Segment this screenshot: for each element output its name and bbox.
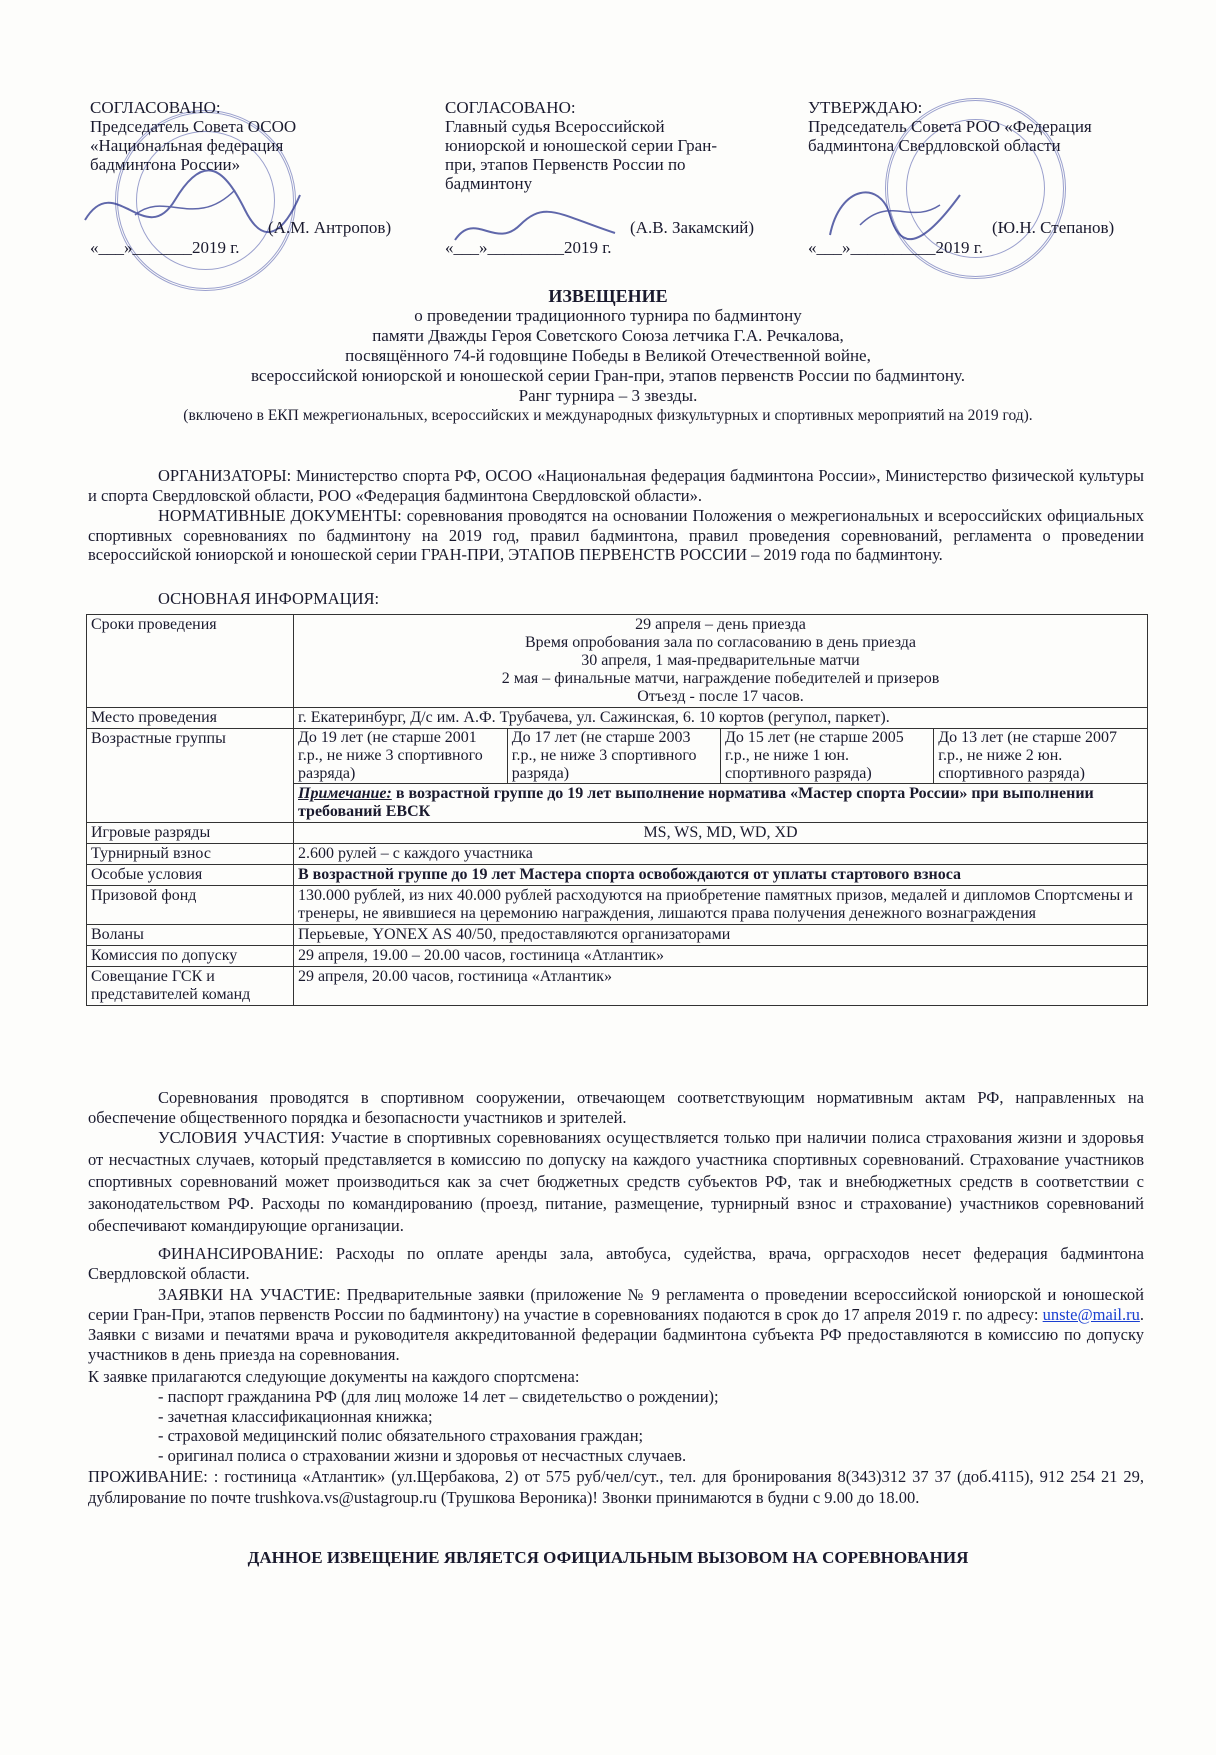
- approval-line: Главный судья Всероссийской: [445, 117, 665, 136]
- approval-header: СОГЛАСОВАНО:: [90, 98, 221, 117]
- dates-line: 2 мая – финальные матчи, награждение победителей и призеров: [501, 670, 940, 687]
- age-group-cell: До 17 лет (не старше 2003 г.р., не ниже 3 спортивного разряда): [507, 729, 720, 783]
- row-label: Турнирный взнос: [87, 844, 294, 865]
- row-value: 2.600 рулей – с каждого участника: [294, 844, 1148, 865]
- dates-line: Время опробования зала по согласованию в день приезда: [524, 634, 916, 651]
- row-value-dates: [294, 615, 1148, 708]
- row-value: В возрастной группе до 19 лет Мастера спорта освобождаются от уплаты стартового взноса: [294, 865, 1148, 886]
- notice-subtitle-line: Ранг турнира – 3 звезды.: [518, 386, 698, 405]
- row-label: Игровые разряды: [87, 823, 294, 844]
- table-row: [87, 865, 1148, 886]
- list-item: - зачетная классификационная книжка;: [158, 1407, 1144, 1427]
- row-label: Место проведения: [87, 708, 294, 729]
- approval-line: бадминтона Свердловской области: [808, 136, 1061, 155]
- age-note-text: в возрастной группе до 19 лет выполнение норматива «Мастер спорта России» при выполнении требований ЕВСК: [298, 785, 1094, 820]
- table-row: [87, 886, 1148, 925]
- table-row: [87, 844, 1148, 865]
- age-group-cell: До 19 лет (не старше 2001 г.р., не ниже 3 спортивного разряда): [298, 729, 483, 782]
- venue-paragraph: Соревнования проводятся в спортивном сооружении, отвечающем соответствующим нормативным актам РФ, направленных на обеспечение общественного порядка и безопасности участников и зрителей.: [88, 1088, 1144, 1127]
- age-note: [294, 784, 1148, 823]
- row-value: г. Екатеринбург, Д/с им. А.Ф. Трубачева, ул. Сажинская, 6. 10 кортов (регупол, паркет).: [294, 708, 1148, 729]
- list-item: - оригинал полиса о страховании жизни и здоровья от несчастных случаев.: [158, 1446, 1144, 1466]
- documents-list: [88, 1387, 1144, 1465]
- table-row: [87, 729, 1148, 784]
- table-row: [87, 946, 1148, 967]
- age-group-cell: До 13 лет (не старше 2007 г.р., не ниже 2 юн. спортивного разряда): [934, 729, 1147, 783]
- notice-subtitle-line: о проведении традиционного турнира по бадминтону: [414, 306, 802, 325]
- main-info-table: [86, 614, 1148, 1006]
- applications-email-link[interactable]: unste@mail.ru: [1042, 1305, 1140, 1324]
- age-groups-table: [294, 729, 1147, 783]
- approval-block-federation: [808, 98, 1168, 155]
- accommodation-paragraph: ПРОЖИВАНИЕ: : гостиница «Атлантик» (ул.Щербакова, 2) от 575 руб/чел/сут., тел. для бронирования 8(343)312 37 37 (доб.4115), 912 254 21 29, дублирование по почте trushkova.vs@ustagroup.ru (Трушкова Вероника)! Звонки принимаются в будни с 9.00 до 18.00.: [88, 1467, 1144, 1507]
- conditions-paragraph: УСЛОВИЯ УЧАСТИЯ: Участие в спортивных соревнованиях осуществляется только при наличии полиса страхования жизни и здоровья от несчастных случаев, который представляется в комиссию по допуску на каждого участника спортивных соревнований. Страхование участников спортивных соревнований может производиться как за счет бюджетных средств субъектов РФ, так и внебюджетных средств в соответствии с законодательством РФ. Расходы по командированию (проезд, питание, размещение, турнирный взнос и страхование) участников соревнований обеспечивают командирующие организации.: [88, 1128, 1144, 1235]
- age-note-label: Примечание:: [298, 785, 392, 802]
- row-value: 29 апреля, 20.00 часов, гостиница «Атлантик»: [294, 967, 1148, 1006]
- notice-subtitle-line: памяти Дважды Героя Советского Союза летчика Г.А. Речкалова,: [372, 326, 844, 345]
- approval-date: «___»_________2019 г.: [445, 238, 612, 257]
- approval-line: бадминтона России»: [90, 155, 241, 174]
- row-label: Возрастные группы: [87, 729, 294, 823]
- table-row: [87, 823, 1148, 844]
- row-label: Сроки проведения: [87, 615, 294, 708]
- row-label: Воланы: [87, 925, 294, 946]
- row-value: MS, WS, MD, WD, XD: [294, 823, 1148, 844]
- approval-header: СОГЛАСОВАНО:: [445, 98, 576, 117]
- approval-date: «___»__________2019 г.: [808, 238, 984, 257]
- approval-line: юниорской и юношеской серии Гран-: [445, 136, 717, 155]
- documents-list-wrap: [88, 1387, 1144, 1465]
- approval-date: «___»_______2019 г.: [90, 238, 240, 257]
- approval-block-judge: [445, 98, 790, 193]
- table-row: [87, 925, 1148, 946]
- row-label: Призовой фонд: [87, 886, 294, 925]
- row-value-age-groups: [294, 729, 1148, 784]
- documents-intro: К заявке прилагаются следующие документы на каждого спортсмена:: [88, 1367, 580, 1386]
- table-row: [87, 615, 1148, 708]
- notice-subtitle-line: посвящённого 74-й годовщине Победы в Великой Отечественной войне,: [345, 346, 871, 365]
- approval-name: (А.В. Закамский): [630, 218, 755, 237]
- approval-line: Председатель Совета ОСОО: [90, 117, 297, 136]
- dates-line: 29 апреля – день приезда: [635, 616, 806, 633]
- list-item: - паспорт гражданина РФ (для лиц моложе 14 лет – свидетельство о рождении);: [158, 1387, 1144, 1407]
- approval-line: бадминтону: [445, 174, 533, 193]
- applications-paragraph: [88, 1285, 1144, 1365]
- main-info-header: ОСНОВНАЯ ИНФОРМАЦИЯ:: [158, 589, 380, 608]
- table-row: [87, 967, 1148, 1006]
- row-value: 29 апреля, 19.00 – 20.00 часов, гостиница «Атлантик»: [294, 946, 1148, 967]
- approval-line: «Национальная федерация: [90, 136, 284, 155]
- approval-line: при, этапов Первенств России по: [445, 155, 686, 174]
- notice-title-block: [0, 286, 1216, 426]
- approval-name: (Ю.Н. Степанов): [992, 218, 1115, 237]
- notice-subtitle-line: (включено в ЕКП межрегиональных, всероссийских и международных физкультурных и спортивных мероприятий на 2019 год).: [183, 407, 1033, 424]
- dates-line: 30 апреля, 1 мая-предварительные матчи: [581, 652, 860, 669]
- applications-text-after: . Заявки с визами и печатями врача и руководителя аккредитованной федерации бадминтона субъекта РФ предоставляются в комиссию по допуску участников в день приезда на соревнования.: [88, 1305, 1144, 1364]
- applications-text-before: ЗАЯВКИ НА УЧАСТИЕ: Предварительные заявки (приложение № 9 регламента о проведении всероссийской юниорской и юношеской серии Гран-При, этапов первенств России по бадминтону) на участие в соревнованиях подаются в срок до 17 апреля 2019 г. по адресу:: [88, 1285, 1144, 1324]
- row-value: 130.000 рублей, из них 40.000 рублей расходуются на приобретение памятных призов, медалей и дипломов Спортсмены и тренеры, не явившиеся на церемонию награждения, лишаются права получения денежного вознаграждения: [294, 886, 1148, 925]
- approval-header: УТВЕРЖДАЮ:: [808, 98, 923, 117]
- age-group-cell: До 15 лет (не старше 2005 г.р., не ниже 1 юн. спортивного разряда): [721, 729, 934, 783]
- row-label: Особые условия: [87, 865, 294, 886]
- organizers-paragraph: ОРГАНИЗАТОРЫ: Министерство спорта РФ, ОСОО «Национальная федерация бадминтона России», Министерство физической культуры и спорта Свердловской области, РОО «Федерация бадминтона Свердловской области».: [88, 466, 1144, 505]
- normative-paragraph: НОРМАТИВНЫЕ ДОКУМЕНТЫ: соревнования проводятся на основании Положения о межрегиональных и всероссийских официальных спортивных соревнованиях по бадминтону на 2019 год, правил бадминтона, правил проведения соревнований, регламента о проведении всероссийской юниорской и юношеской серии ГРАН-ПРИ, ЭТАПОВ ПЕРВЕНСТВ РОССИИ – 2019 года по бадминтону.: [88, 506, 1144, 564]
- notice-title: ИЗВЕЩЕНИЕ: [548, 286, 668, 306]
- row-label: Комиссия по допуску: [87, 946, 294, 967]
- approval-block-ossoo: [90, 98, 420, 174]
- approval-name: (А.М. Антропов): [268, 218, 392, 237]
- table-row: [87, 708, 1148, 729]
- row-value: Перьевые, YONEX AS 40/50, предоставляются организаторами: [294, 925, 1148, 946]
- list-item: - страховой медицинский полис обязательного страхования граждан;: [158, 1426, 1144, 1446]
- dates-line: Отъезд - после 17 часов.: [637, 688, 804, 705]
- notice-subtitle-line: всероссийской юниорской и юношеской серии Гран-при, этапов первенств России по бадминтону.: [251, 366, 965, 385]
- approval-line: Председатель Совета РОО «Федерация: [808, 117, 1092, 136]
- financing-paragraph: ФИНАНСИРОВАНИЕ: Расходы по оплате аренды зала, автобуса, судейства, врача, орграсходов несет федерация бадминтона Свердловской области.: [88, 1244, 1144, 1283]
- row-label: Совещание ГСК и представителей команд: [87, 967, 294, 1006]
- official-call-footer: ДАННОЕ ИЗВЕЩЕНИЕ ЯВЛЯЕТСЯ ОФИЦИАЛЬНЫМ ВЫЗОВОМ НА СОРЕВНОВАНИЯ: [247, 1548, 969, 1567]
